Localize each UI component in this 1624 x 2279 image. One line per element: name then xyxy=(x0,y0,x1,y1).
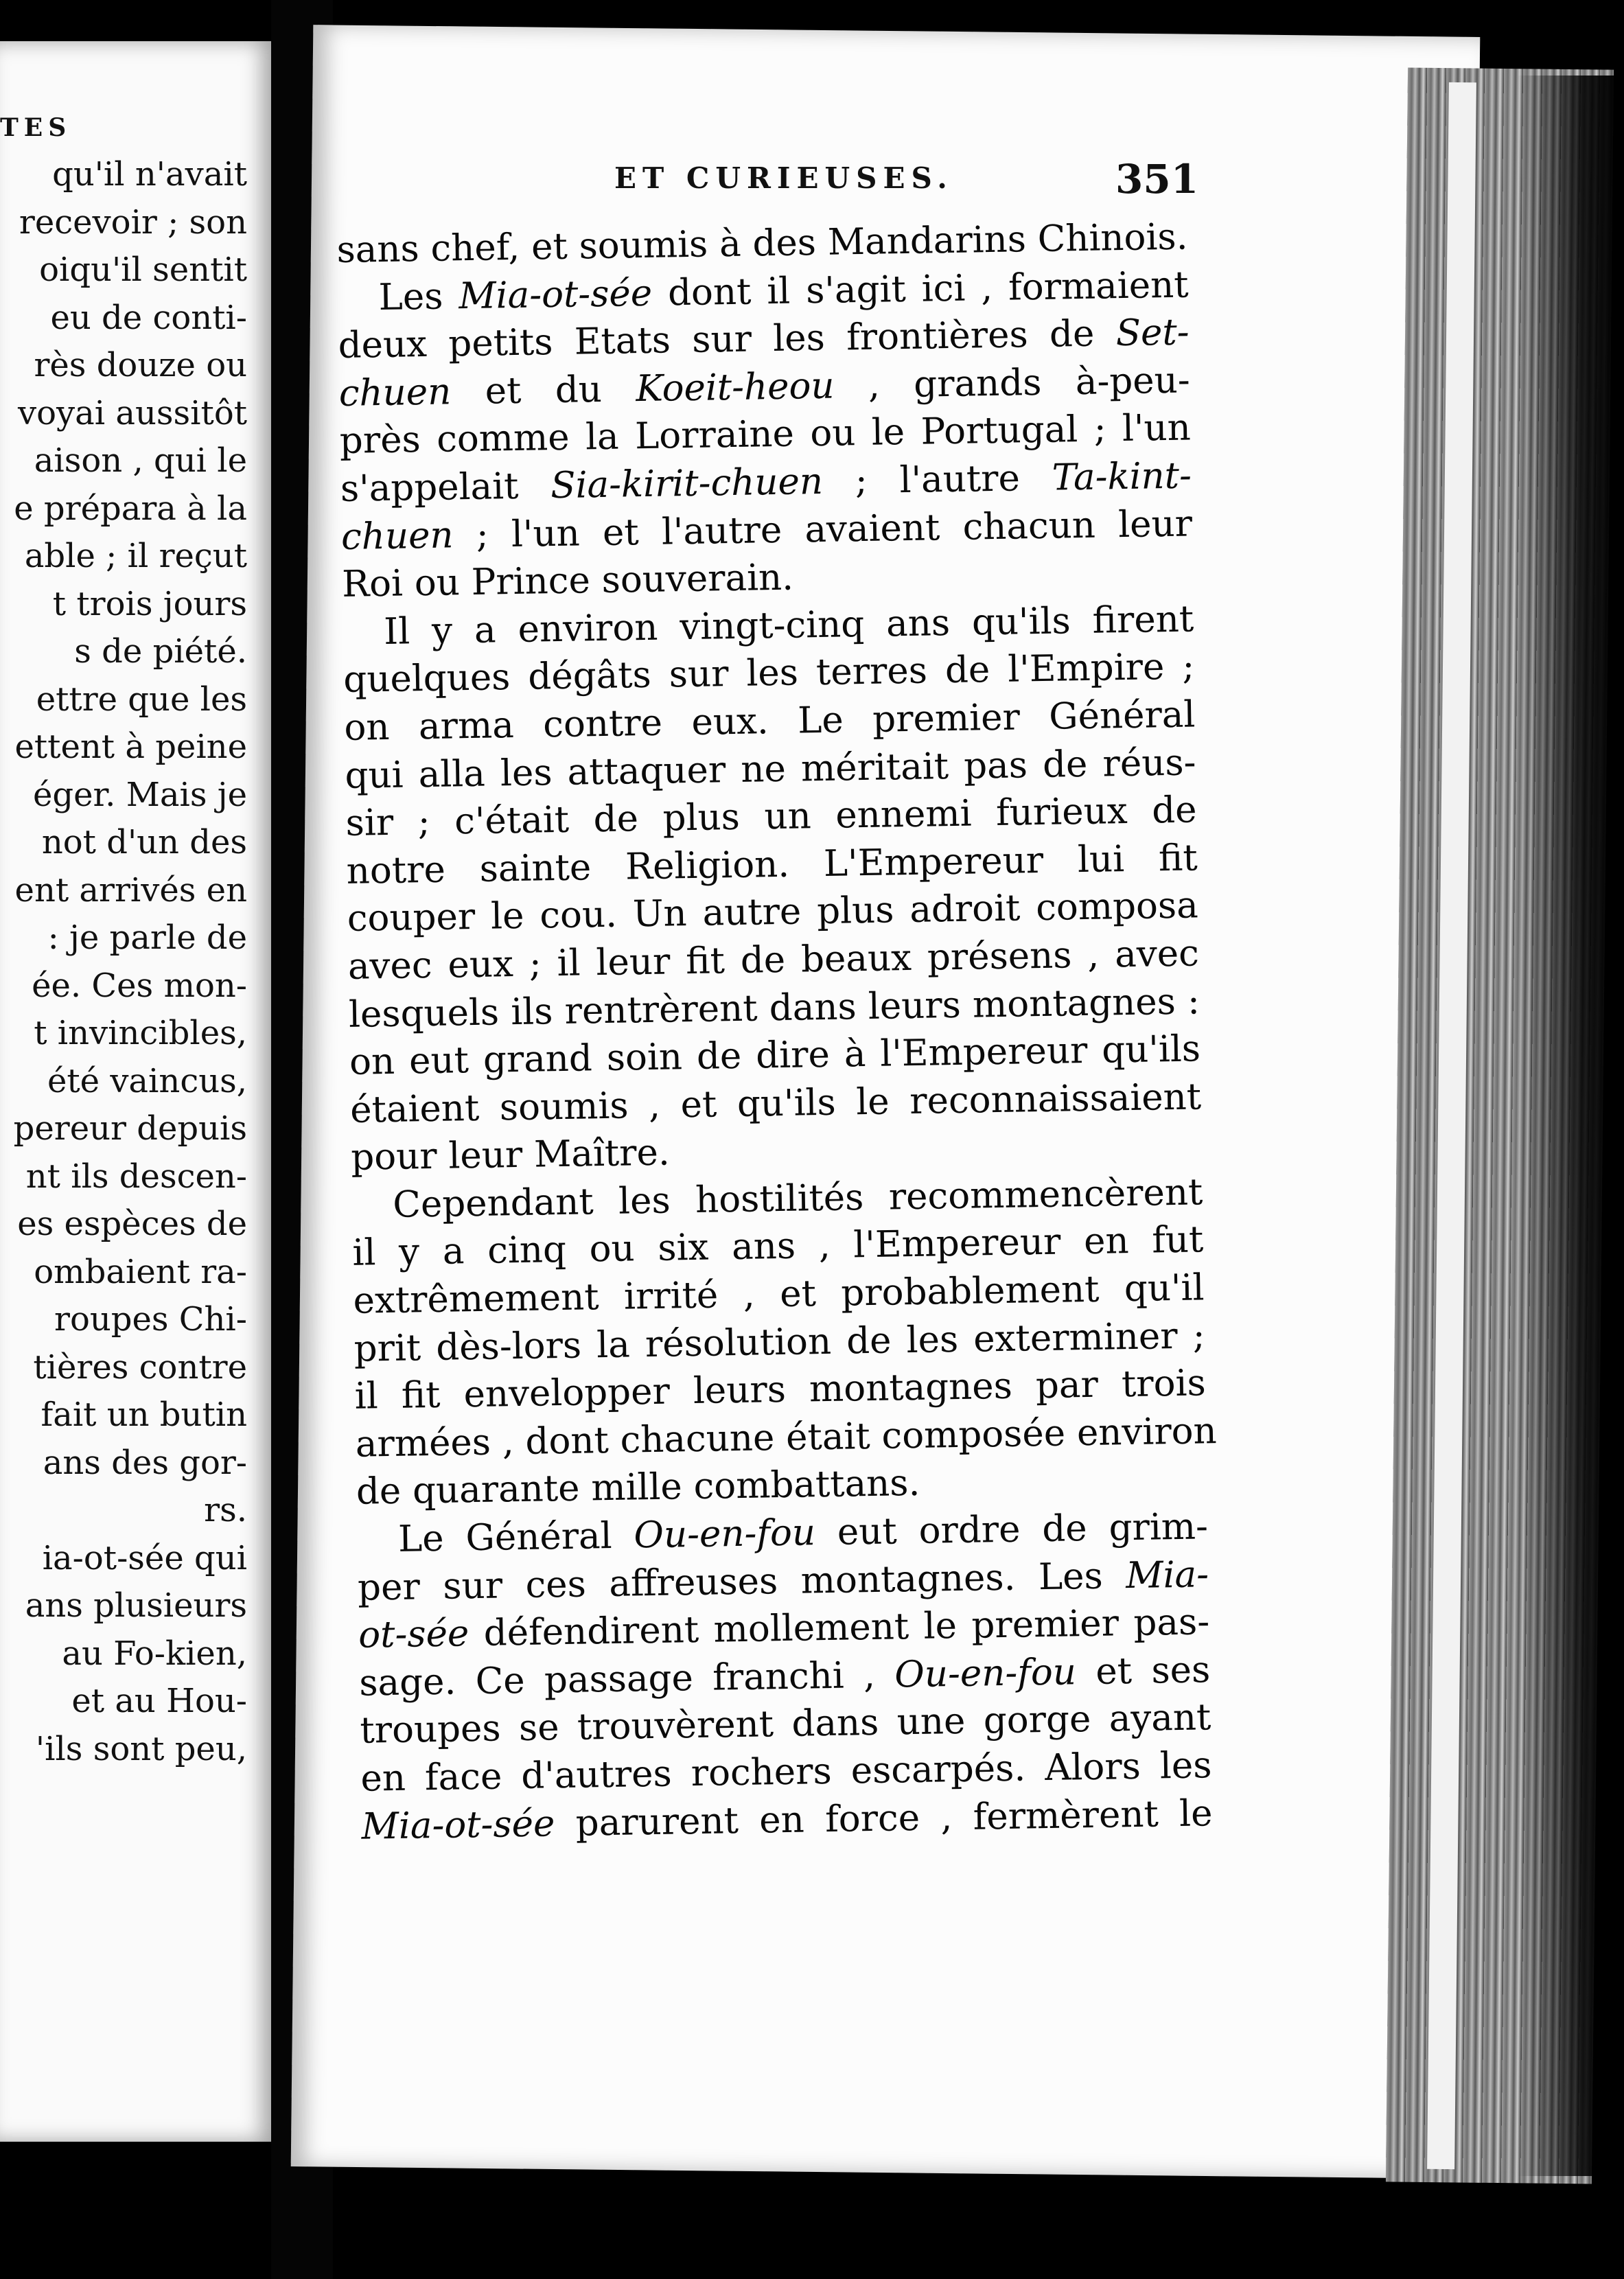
text-line: lesquels ils rentrèrent dans leurs montagnes : xyxy=(348,980,1200,1036)
text-line: Mia-ot-sée parurent en force , fermèrent le xyxy=(361,1792,1213,1848)
text-line: de quarante mille combattans. xyxy=(356,1462,920,1514)
left-running-head: TES xyxy=(0,113,72,142)
left-text-line: au Fo-kien, xyxy=(62,1634,247,1673)
left-text-line: 'ils sont peu, xyxy=(35,1729,247,1768)
left-page-text xyxy=(0,151,247,1773)
text-line: en face d'autres rochers escarpés. Alors les xyxy=(360,1744,1212,1800)
text-line: Le Général Ou-en-fou eut ordre de grim- xyxy=(397,1505,1209,1560)
text-line: extrêmement irrité , et probablement qu'il xyxy=(353,1266,1205,1322)
text-line: chuen ; l'un et l'autre avaient chacun leur xyxy=(340,502,1193,558)
italic-term: ot-sée xyxy=(358,1612,469,1656)
left-text-line: ettent à peine xyxy=(14,728,247,766)
text-line: armées , dont chacune était composée environ xyxy=(355,1409,1218,1466)
page-number: 351 xyxy=(1115,156,1199,203)
left-text-line: ée. Ces mon- xyxy=(32,966,247,1005)
text-line: qui alla les attaquer ne méritait pas de réus- xyxy=(345,741,1196,797)
left-text-line: qu'il n'avait xyxy=(52,155,247,194)
left-text-line: pereur depuis xyxy=(13,1109,247,1148)
left-text-line: roupes Chi- xyxy=(54,1300,247,1339)
text-line: près comme la Lorraine ou le Portugal ; l'un xyxy=(339,406,1192,463)
left-text-line: oiqu'il sentit xyxy=(39,251,247,289)
left-text-line: t invincibles, xyxy=(34,1014,247,1052)
text-line: prit dès-lors la résolution de les exterminer ; xyxy=(353,1314,1206,1370)
left-text-line: et au Hou- xyxy=(71,1682,247,1720)
text-line: notre sainte Religion. L'Empereur lui fit xyxy=(346,837,1198,892)
left-text-line: été vaincus, xyxy=(47,1061,247,1100)
left-text-line: voyai aussitôt xyxy=(18,393,247,432)
text-line: il fit envelopper leurs montagnes par trois xyxy=(354,1362,1207,1418)
left-text-line: ent arrivés en xyxy=(14,870,247,910)
italic-term: Ou-en-fou xyxy=(894,1651,1077,1696)
text-line: couper le cou. Un autre plus adroit composa xyxy=(347,884,1199,940)
text-line: Cependant les hostilités recommencèrent xyxy=(392,1171,1203,1226)
text-line: quelques dégâts sur les terres de l'Empire ; xyxy=(343,645,1195,702)
left-text-line: tières contre xyxy=(33,1347,247,1387)
left-text-line: ia-ot-sée qui xyxy=(42,1538,247,1577)
left-text-line: recevoir ; son xyxy=(19,203,247,242)
left-text-line: : je parle de xyxy=(47,918,247,957)
italic-term: Mia-ot-sée xyxy=(361,1802,555,1848)
italic-term: Mia-ot-sée xyxy=(458,272,653,317)
text-line: sans chef, et soumis à des Mandarins Chinois. xyxy=(336,216,1188,271)
right-page-body xyxy=(336,213,1218,1851)
italic-term: Koeit-heou xyxy=(635,365,835,410)
running-head: ET CURIEUSES. xyxy=(614,161,953,195)
edge-shadow xyxy=(1517,76,1624,2176)
left-text-line: éger. Mais je xyxy=(32,775,247,814)
text-line: sage. Ce passage franchi , Ou-en-fou et ses xyxy=(358,1649,1211,1704)
italic-term: chuen xyxy=(340,513,454,558)
italic-term: Ta-kint- xyxy=(1052,454,1192,499)
left-text-line: not d'un des xyxy=(41,823,247,861)
text-line: Il y a environ vingt-cinq ans qu'ils firent xyxy=(383,598,1194,653)
text-line: pour leur Maître. xyxy=(350,1131,671,1179)
left-text-line: rès douze ou xyxy=(34,346,247,384)
italic-term: Set- xyxy=(1115,311,1190,355)
left-text-line: rs. xyxy=(204,1491,247,1529)
left-text-line: e prépara à la xyxy=(14,489,247,528)
left-text-line: able ; il reçut xyxy=(24,537,247,575)
text-line: troupes se trouvèrent dans une gorge ayant xyxy=(359,1696,1211,1752)
left-text-line: ettre que les xyxy=(36,680,247,719)
text-line: on eut grand soin de dire à l'Empereur qu'ils xyxy=(349,1028,1201,1083)
text-line: chuen et du Koeit-heou , grands à-peu- xyxy=(338,359,1191,415)
left-text-line: nt ils descen- xyxy=(25,1157,247,1196)
italic-term: Sia-kirit-chuen xyxy=(550,460,824,507)
text-line: per sur ces affreuses montagnes. Les Mia- xyxy=(357,1553,1209,1609)
left-text-line: ans plusieurs xyxy=(25,1586,247,1625)
left-text-line: s de piété. xyxy=(74,632,247,671)
text-line: Roi ou Prince souverain. xyxy=(341,556,794,606)
text-line: sir ; c'était de plus un ennemi furieux de xyxy=(345,789,1197,845)
right-page-header xyxy=(0,156,1208,216)
left-text-line: es espèces de xyxy=(17,1205,247,1243)
text-line: il y a cinq ou six ans , l'Empereur en fut xyxy=(352,1218,1204,1275)
text-line: ot-sée défendirent mollement le premier pas- xyxy=(358,1601,1210,1656)
italic-term: Mia- xyxy=(1125,1553,1209,1597)
text-line: on arma contre eux. Le premier Général xyxy=(343,693,1196,749)
left-text-line: ombaient ra- xyxy=(34,1252,247,1291)
text-line: Les Mia-ot-sée dont il s'agit ici , formaient xyxy=(378,264,1189,319)
italic-term: Ou-en-fou xyxy=(633,1512,816,1557)
text-line: étaient soumis , et qu'ils le reconnaissaient xyxy=(349,1076,1202,1131)
left-text-line: t trois jours xyxy=(52,584,247,623)
left-text-line: ans des gor- xyxy=(43,1443,247,1482)
text-line: s'appelait Sia-kirit-chuen ; l'autre Ta-kint- xyxy=(340,454,1192,510)
left-page xyxy=(0,41,275,2142)
left-text-line: fait un butin xyxy=(40,1396,247,1434)
text-line: avec eux ; il leur fit de beaux présens , avec xyxy=(347,932,1200,988)
italic-term: chuen xyxy=(338,371,452,415)
text-line: deux petits Etats sur les frontières de Set- xyxy=(338,311,1190,367)
left-text-line: eu de conti- xyxy=(50,298,247,337)
left-text-line: aison , qui le xyxy=(34,441,247,480)
